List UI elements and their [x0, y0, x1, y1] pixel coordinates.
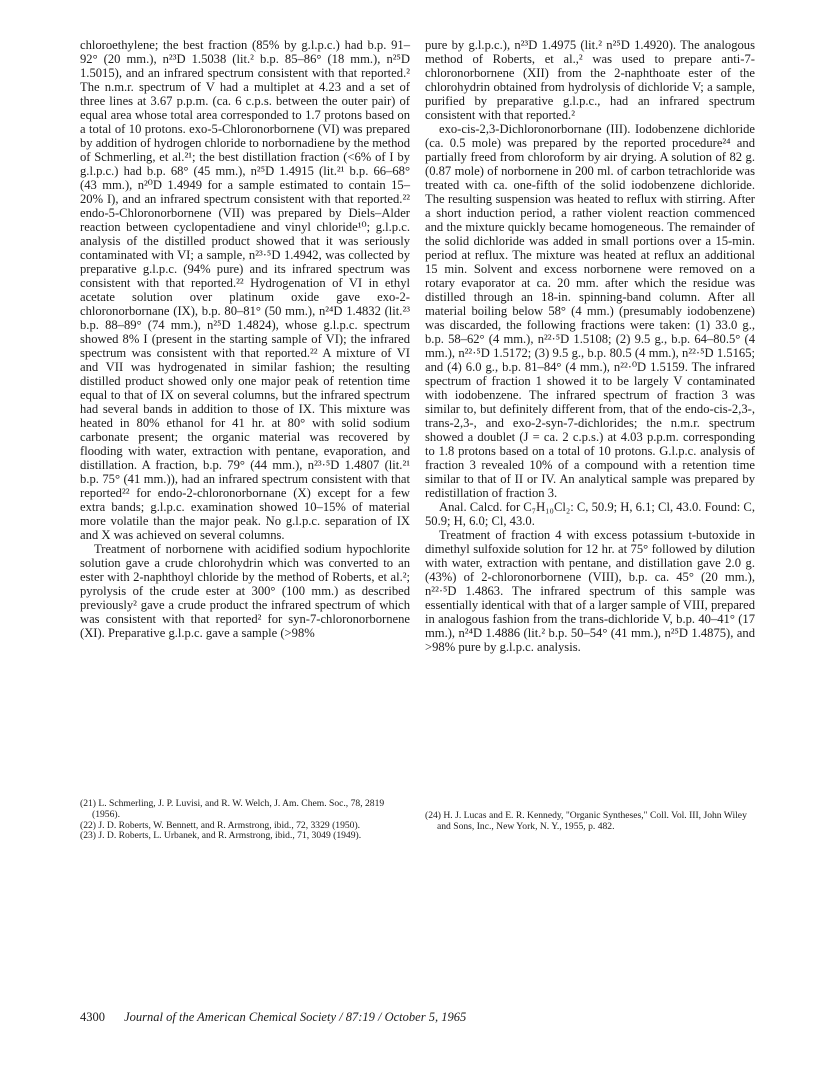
paragraph: Treatment of norbornene with acidified sodium hypochlorite solution gave a crude chlorohydrin which was converted to an ester with 2-naphthoyl chloride by the method of Roberts, et al.²; pyrolysis of the crude ester at 300° (100 mm.) as described previously² gave a crude product the infrared spectrum of which was consistent with that reported² for syn-7-chloronorbornene (XI). Preparative g.l.p.c. gave a sample (>98% [80, 542, 410, 640]
footnote-24: (24) H. J. Lucas and E. R. Kennedy, "Organic Syntheses," Coll. Vol. III, John Wiley and Sons, Inc., New York, N. Y., 1955, p. 482. [425, 810, 747, 832]
paragraph: Anal. Calcd. for C₇H₁₀Cl₂: C, 50.9; H, 6.1; Cl, 43.0. Found: C, 50.9; H, 6.0; Cl, 43.0. [425, 500, 755, 528]
paragraph: Treatment of fraction 4 with excess potassium t-butoxide in dimethyl sulfoxide solution for 12 hr. at 75° followed by dilution with water, extraction with pentane, and distillation gave 2.0 g. (43%) of 2-chloronorbornene (VIII), b.p. ca. 45° (20 mm.), n²²·⁵D 1.4863. The infrared spectrum of this sample was essentially identical with that of a larger sample of VIII, prepared in analogous fashion from the trans-dichloride V, b.p. 40–41° (17 mm.), n²⁴D 1.4886 (lit.² b.p. 50–54° (41 mm.), n²⁵D 1.4875), and >98% pure by g.l.p.c. analysis. [425, 528, 755, 654]
page-number: 4300 [80, 1010, 105, 1024]
journal-citation: Journal of the American Chemical Society / 87:19 / October 5, 1965 [124, 1010, 467, 1024]
paragraph: chloroethylene; the best fraction (85% by g.l.p.c.) had b.p. 91–92° (20 mm.), n²³D 1.5038 (lit.² b.p. 85–86° (18 mm.), n²⁵D 1.5015), and an infrared spectrum consistent with that reported.² The n.m.r. spectrum of V had a multiplet at 4.23 and a set of three lines at 3.67 p.p.m. (ca. 6 c.p.s. between the outer pair) of equal area whose total area corresponded to 1.7 protons based on a total of 10 protons. exo-5-Chloronorbornene (VI) was prepared by addition of hydrogen chloride to norbornadiene by the method of Schmerling, et al.²¹; the best distillation fraction (<6% of I by g.l.p.c.) had b.p. 68° (45 mm.), n²⁵D 1.4915 (lit.²¹ b.p. 66–68° (43 mm.), n²⁰D 1.4949 for a sample estimated to contain 15–20% I), and an infrared spectrum consistent with that reported.²² endo-5-Chloronorbornene (VII) was prepared by Diels–Alder reaction between cyclopentadiene and vinyl chloride¹⁰; g.l.p.c. analysis of the distilled product showed that it was seriously contaminated with VI; a sample, n²³·⁵D 1.4942, was collected by preparative g.l.p.c. (94% pure) and its infrared spectrum was consistent with that reported.²² Hydrogenation of VI in ethyl acetate solution over platinum oxide gave exo-2-chloronorbornane (IX), b.p. 80–81° (50 mm.), n²⁴D 1.4832 (lit.²³ b.p. 88–89° (74 mm.), n²⁵D 1.4824), whose g.l.p.c. spectrum showed 8% I (present in the starting sample of VI); the infrared spectrum was consistent with that reported.²² A mixture of VI and VII was hydrogenated in similar fashion; the resulting distilled product showed only one major peak of retention time equal to that of IX on several columns, but the infrared spectrum had several bands in addition to those of IX. This mixture was heated in 80% ethanol for 41 hr. at 80° with solid sodium carbonate present; the organic material was recovered by flooding with water, extraction with pentane, evaporation, and distillation. A fraction, b.p. 79° (44 mm.), n²³·⁵D 1.4807 (lit.²¹ b.p. 75° (41 mm.)), had an infrared spectrum consistent with that reported²² for endo-2-chloronorbornane (X) except for a few extra bands; g.l.p.c. examination showed 10–15% of material more volatile than the major peak. No g.l.p.c. separation of IX and X was achieved on several columns. [80, 38, 410, 542]
footnote-23: (23) J. D. Roberts, L. Urbanek, and R. Armstrong, ibid., 71, 3049 (1949). [80, 830, 362, 842]
page-footer [80, 1010, 466, 1025]
footnotes-right [425, 811, 755, 833]
paragraph: pure by g.l.p.c.), n²³D 1.4975 (lit.² n²⁵D 1.4920). The analogous method of Roberts, et al.,² was used to prepare anti-7-chloronorbornene (XII) from the 2-naphthoate ester of the chlorohydrin obtained from hydrolysis of dichloride V; a sample, purified by preparative g.l.p.c., had an infrared spectrum consistent with that reported.² [425, 38, 755, 122]
footnote-22: (22) J. D. Roberts, W. Bennett, and R. Armstrong, ibid., 72, 3329 (1950). [80, 819, 361, 831]
right-column [425, 38, 755, 654]
paragraph: exo-cis-2,3-Dichloronorbornane (III). Iodobenzene dichloride (ca. 0.5 mole) was prepared by the reported procedure²⁴ and partially freed from chloroform by air drying. A solution of 82 g. (0.87 mole) of norbornene in 200 ml. of carbon tetrachloride was treated with ca. one-fifth of the solid iodobenzene dichloride. The resulting suspension was heated to reflux with stirring. After a short induction period, a rather violent reaction commenced and the mixture quickly became homogeneous. The remainder of the solid dichloride was added in small portions over a 15-min. period at reflux. The mixture was heated at reflux an additional 15 min. Solvent and excess norbornene were removed on a rotary evaporator at ca. 20 mm. after which the residue was distilled through an 18-in. spinning-band column. After all material boiling below 58° (4 mm.) (presumably iodobenzene) was discarded, the following fractions were taken: (1) 33.0 g., b.p. 58–62° (4 mm.), n²²·⁵D 1.5108; (2) 9.5 g., b.p. 64–80.5° (4 mm.), n²²·⁵D 1.5172; (3) 9.5 g., b.p. 80.5 (4 mm.), n²²·⁵D 1.5165; and (4) 6.0 g., b.p. 81–84° (4 mm.), n²²·⁰D 1.5159. The infrared spectrum of fraction 1 showed it to be largely V contaminated with iodobenzene. The infrared spectrum of fraction 3 was similar to, but definitely different from, that of the endo-cis-2,3-, trans-2,3-, and exo-2-syn-7-dichlorides; the n.m.r. spectrum showed a doublet (J = ca. 2 c.p.s.) at 4.03 p.p.m. corresponding to 1.8 protons based on a total of 10 protons. G.l.p.c. analysis of fraction 3 revealed 10% of a compound with a retention time similar to that of II or IV. An analytical sample was prepared by redistillation of fraction 3. [425, 122, 755, 500]
footnote-21: (21) L. Schmerling, J. P. Luvisi, and R. W. Welch, J. Am. Chem. Soc., 78, 2819 (1956). [80, 798, 385, 820]
left-column [80, 38, 410, 640]
footnotes-left [80, 799, 410, 842]
